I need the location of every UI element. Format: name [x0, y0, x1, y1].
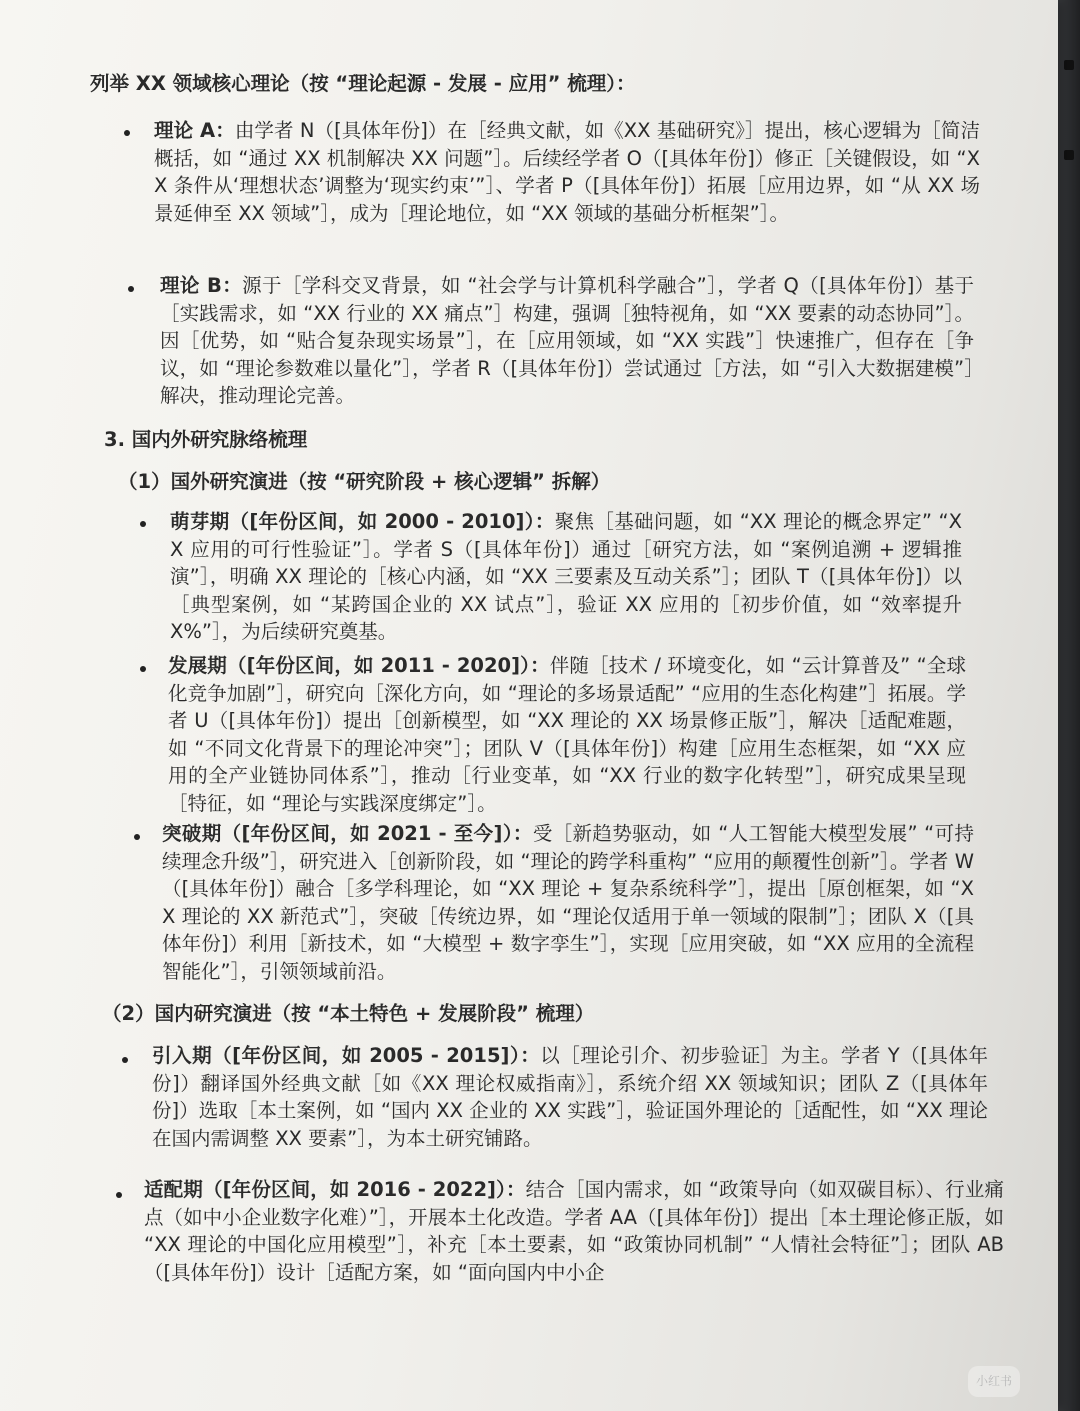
- section-3-title: 3. 国内外研究脉络梳理: [104, 428, 308, 451]
- theory-a-lead: 理论 A：: [154, 119, 235, 142]
- domestic-stage-2: [144, 1176, 1004, 1286]
- subsection-2-title: （2）国内研究演进（按 “本土特色 + 发展阶段” 梳理）: [102, 1002, 595, 1025]
- domestic-stage-2-text: 结合［国内需求，如 “政策导向（如双碳目标）、行业痛点（如中小企业数字化难）”］，开展本土化改造。学者 AA（[具体年份]）提出［本土理论修正版，如 “XX 理论的中国化应用模型”］，补充［本土要素，如 “政策协同机制” “人情社会特征”］；团队 AB（[具体年份]）设计［适配方案，如 “面向国内中小企: [144, 1178, 1004, 1284]
- foreign-stage-3-lead: 突破期（[年份区间，如 2021 - 至今]）：: [162, 822, 533, 845]
- intro-heading: 列举 XX 领域核心理论（按 “理论起源 - 发展 - 应用” 梳理）：: [90, 72, 636, 95]
- foreign-stage-1: [170, 508, 962, 646]
- bullet-icon: [140, 666, 146, 672]
- watermark-logo: 小红书: [968, 1366, 1020, 1398]
- bullet-icon: [140, 521, 146, 527]
- domestic-stage-1: [152, 1042, 988, 1152]
- bullet-icon: [134, 834, 140, 840]
- edge-mark: [1064, 60, 1074, 70]
- theory-b-text: 源于［学科交叉背景，如 “社会学与计算机科学融合”］，学者 Q（[具体年份]）基于［实践需求，如 “XX 行业的 XX 痛点”］构建，强调［独特视角，如 “XX 要素的动态协同”］。因［优势，如 “贴合复杂现实场景”］，在［应用领域，如 “XX 实践”］快速推广，但存在［争议，如 “理论参数难以量化”］，学者 R（[具体年份]）尝试通过［方法，如 “引入大数据建模”］解决，推动理论完善。: [160, 274, 974, 407]
- domestic-stage-1-lead: 引入期（[年份区间，如 2005 - 2015]）：: [152, 1044, 541, 1067]
- foreign-stage-2: [168, 652, 966, 817]
- edge-mark: [1064, 150, 1074, 160]
- foreign-stage-2-lead: 发展期（[年份区间，如 2011 - 2020]）：: [168, 654, 550, 677]
- foreign-stage-2-text: 伴随［技术 / 环境变化，如 “云计算普及” “全球化竞争加剧”］，研究向［深化方向，如 “理论的多场景适配” “应用的生态化构建”］拓展。学者 U（[具体年份]）提出［创新模型，如 “XX 理论的 XX 场景修正版”］，解决［适配难题，如 “不同文化背景下的理论冲突”］；团队 V（[具体年份]）构建［应用生态框架，如 “XX 应用的全产业链协同体系”］，推动［行业变革，如 “XX 行业的数字化转型”］，研究成果呈现［特征，如 “理论与实践深度绑定”］。: [168, 654, 966, 815]
- bullet-icon: [122, 1057, 128, 1063]
- bullet-icon: [128, 286, 134, 292]
- foreign-stage-3-text: 受［新趋势驱动，如 “人工智能大模型发展” “可持续理念升级”］，研究进入［创新阶段，如 “理论的跨学科重构” “应用的颠覆性创新”］。学者 W（[具体年份]）融合［多学科理论，如 “XX 理论 + 复杂系统科学”］，提出［原创框架，如 “XX 理论的 XX 新范式”］，突破［传统边界，如 “理论仅适用于单一领域的限制”］；团队 X（[具体年份]）利用［新技术，如 “大模型 + 数字孪生”］，实现［应用突破，如 “XX 应用的全流程智能化”］，引领领域前沿。: [162, 822, 974, 983]
- subsection-1-title: （1）国外研究演进（按 “研究阶段 + 核心逻辑” 拆解）: [118, 470, 611, 493]
- foreign-stage-1-lead: 萌芽期（[年份区间，如 2000 - 2010]）：: [170, 510, 555, 533]
- theory-a: [154, 117, 980, 227]
- foreign-stage-1-text: 聚焦［基础问题，如 “XX 理论的概念界定” “XX 应用的可行性验证”］。学者 S（[具体年份]）通过［研究方法，如 “案例追溯 + 逻辑推演”］，明确 XX 理论的［核心内涵，如 “XX 三要素及互动关系”］；团队 T（[具体年份]）以［典型案例，如 “某跨国企业的 XX 试点”］，验证 XX 应用的［初步价值，如 “效率提升 X%”］，为后续研究奠基。: [170, 510, 962, 643]
- theory-b-lead: 理论 B：: [160, 274, 243, 297]
- foreign-stage-3: [162, 820, 974, 985]
- bullet-icon: [116, 1192, 122, 1198]
- theory-b: [160, 272, 974, 410]
- scanner-edge: [1056, 0, 1080, 1411]
- theory-a-text: 由学者 N（[具体年份]）在［经典文献，如《XX 基础研究》］提出，核心逻辑为［简洁概括，如 “通过 XX 机制解决 XX 问题”］。后续经学者 O（[具体年份]）修正［关键假设，如 “XX 条件从‘理想状态’调整为‘现实约束’”］、学者 P（[具体年份]）拓展［应用边界，如 “从 XX 场景延伸至 XX 领域”］，成为［理论地位，如 “XX 领域的基础分析框架”］。: [154, 119, 980, 225]
- bullet-icon: [124, 130, 130, 136]
- domestic-stage-1-text: 以［理论引介、初步验证］为主。学者 Y（[具体年份]）翻译国外经典文献［如《XX 理论权威指南》］，系统介绍 XX 领域知识；团队 Z（[具体年份]）选取［本土案例，如 “国内 XX 企业的 XX 实践”］，验证国外理论的［适配性，如 “XX 理论在国内需调整 XX 要素”］，为本土研究铺路。: [152, 1044, 988, 1150]
- domestic-stage-2-lead: 适配期（[年份区间，如 2016 - 2022]）：: [144, 1178, 526, 1201]
